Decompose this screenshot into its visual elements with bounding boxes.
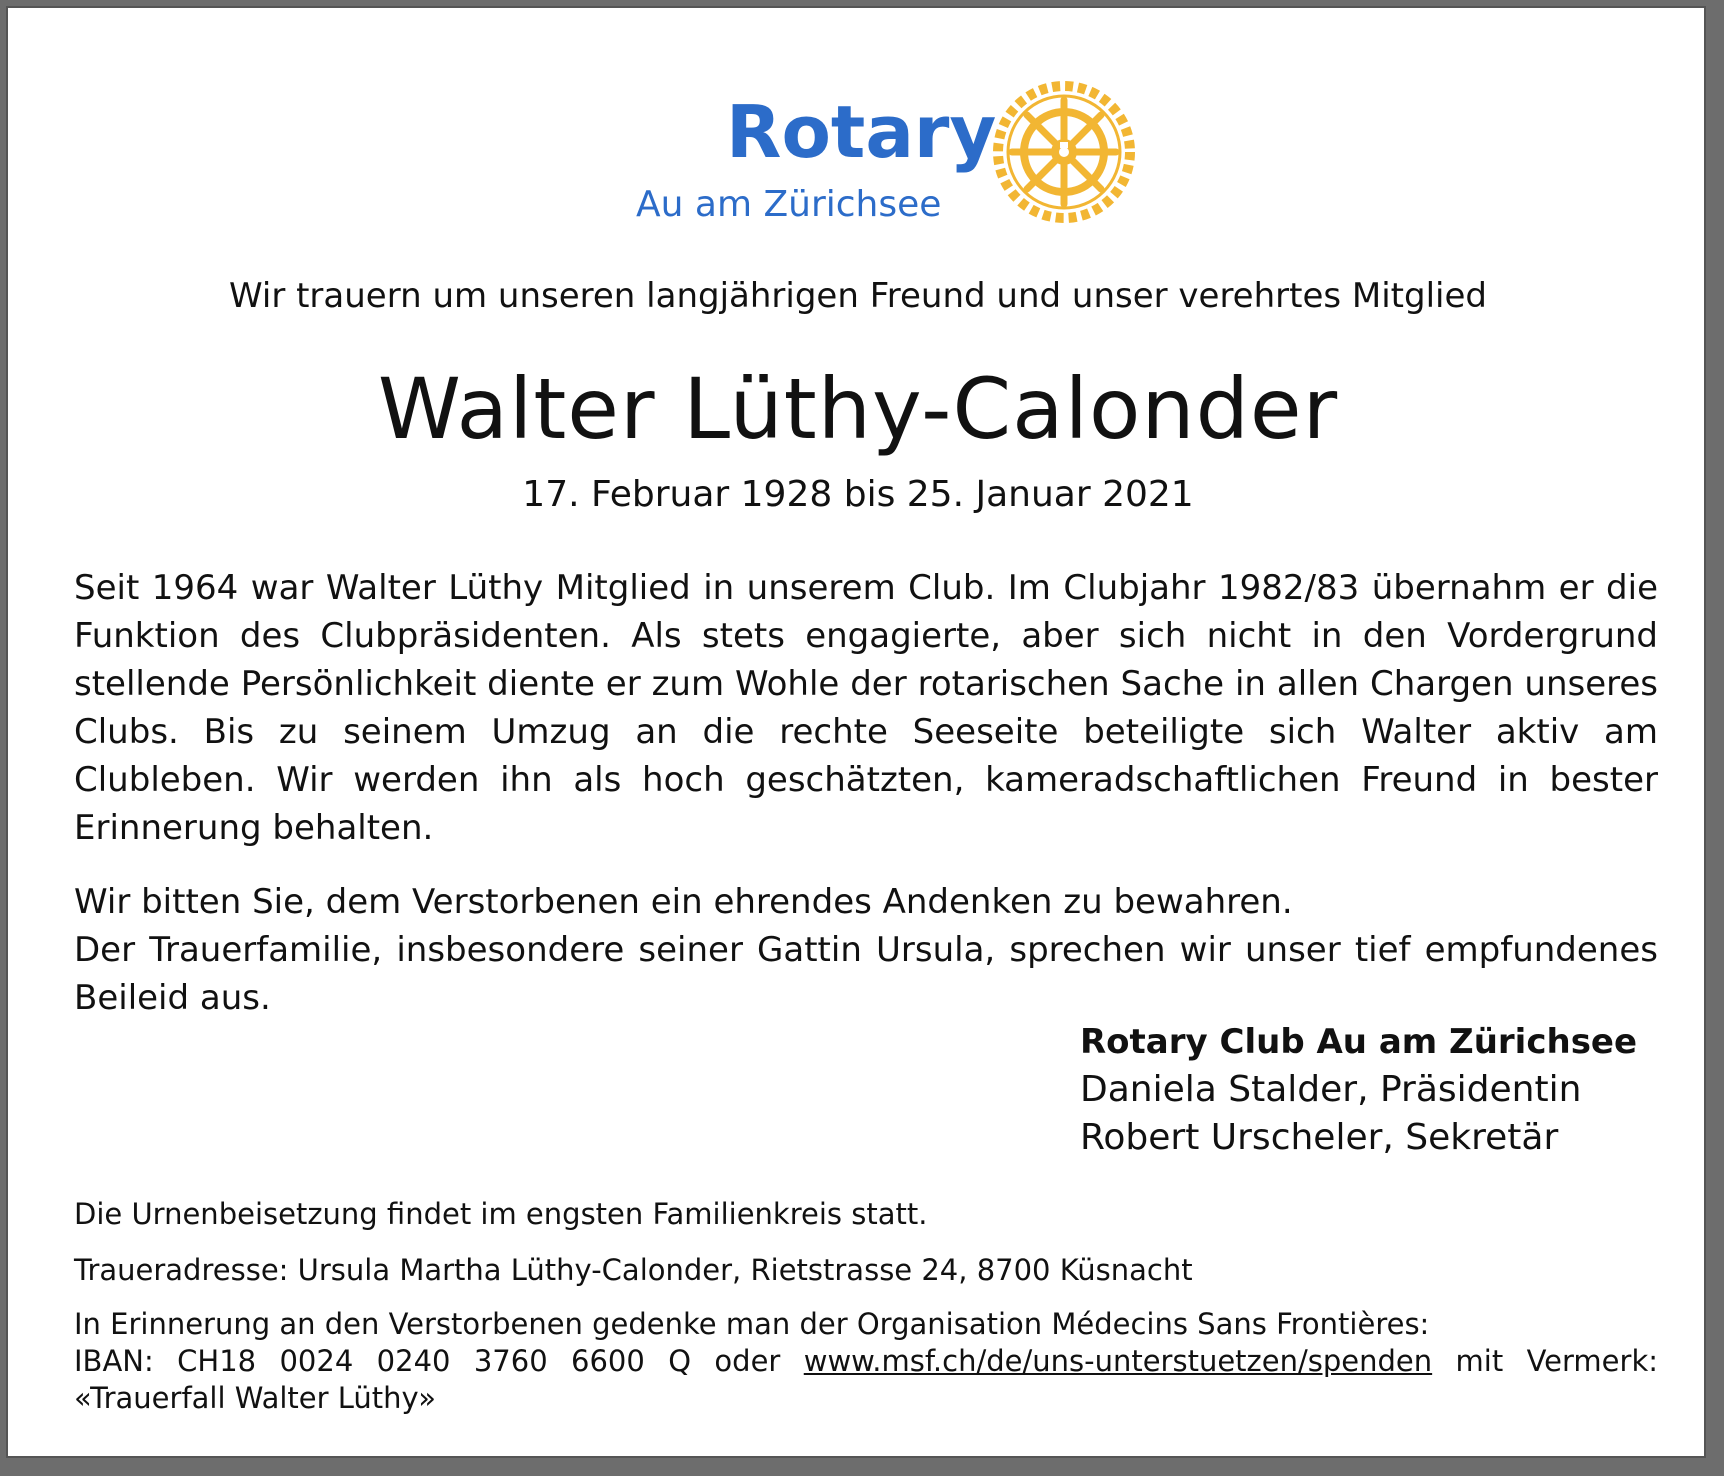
donation-iban: IBAN: CH18 0024 0240 3760 6600 Q oder bbox=[74, 1344, 781, 1378]
condolence-paragraph bbox=[74, 878, 1658, 1022]
tribute-paragraph: Seit 1964 war Walter Lüthy Mitglied in unserem Club. Im Clubjahr 1982/83 übernahm er die Funktion des Clubpräsidenten. Als stets engagierte, aber sich nicht in den Vordergrund stellende Persönlichkeit diente er zum Wohle der rotarischen Sache in allen Chargen unseres Clubs. Bis zu seinem Umzug an die rechte Seeseite beteiligte sich Walter aktiv am Clubleben. Wir werden ihn als hoch geschätzten, kameradschaftlichen Freund in bester Erinnerung behalten. bbox=[74, 568, 1658, 848]
donation-remark: «Trauerfall Walter Lüthy» bbox=[74, 1381, 436, 1415]
donation-link[interactable]: www.msf.ch/de/uns-unterstuetzen/spenden bbox=[803, 1344, 1433, 1378]
deceased-name: Walter Lüthy-Calonder bbox=[377, 360, 1339, 458]
signature-club: Rotary Club Au am Zürichsee bbox=[1080, 1022, 1638, 1062]
mourning-address: Traueradresse: Ursula Martha Lüthy-Calonder, Rietstrasse 24, 8700 Küsnacht bbox=[74, 1253, 1193, 1287]
donation-iban-line bbox=[74, 1343, 1658, 1380]
life-dates: 17. Februar 1928 bis 25. Januar 2021 bbox=[522, 474, 1194, 515]
signature-president: Daniela Stalder, Präsidentin bbox=[1080, 1069, 1582, 1110]
logo-club-name: Au am Zürichsee bbox=[636, 184, 942, 225]
rotary-wheel-icon bbox=[984, 72, 1144, 232]
donation-intro: In Erinnerung an den Verstorbenen gedenke man der Organisation Médecins Sans Frontières: bbox=[74, 1307, 1430, 1341]
intro-line: Wir trauern um unseren langjährigen Freund und unser verehrtes Mitglied bbox=[229, 276, 1487, 316]
rotary-logo bbox=[636, 72, 1156, 232]
signature-block bbox=[1080, 1018, 1637, 1162]
condolence-line-1: Wir bitten Sie, dem Verstorbenen ein ehrendes Andenken zu bewahren. bbox=[74, 882, 1293, 922]
condolence-line-2: Der Trauerfamilie, insbesondere seiner Gattin Ursula, sprechen wir unser tief empfundenes Beileid aus. bbox=[74, 930, 1658, 1018]
signature-secretary: Robert Urscheler, Sekretär bbox=[1080, 1117, 1559, 1158]
burial-note: Die Urnenbeisetzung findet im engsten Familienkreis statt. bbox=[74, 1197, 928, 1231]
donation-note bbox=[74, 1306, 1658, 1417]
obituary-page bbox=[6, 6, 1706, 1458]
logo-wordmark: Rotary bbox=[726, 90, 997, 174]
donation-suffix: mit Vermerk: bbox=[1455, 1344, 1659, 1378]
